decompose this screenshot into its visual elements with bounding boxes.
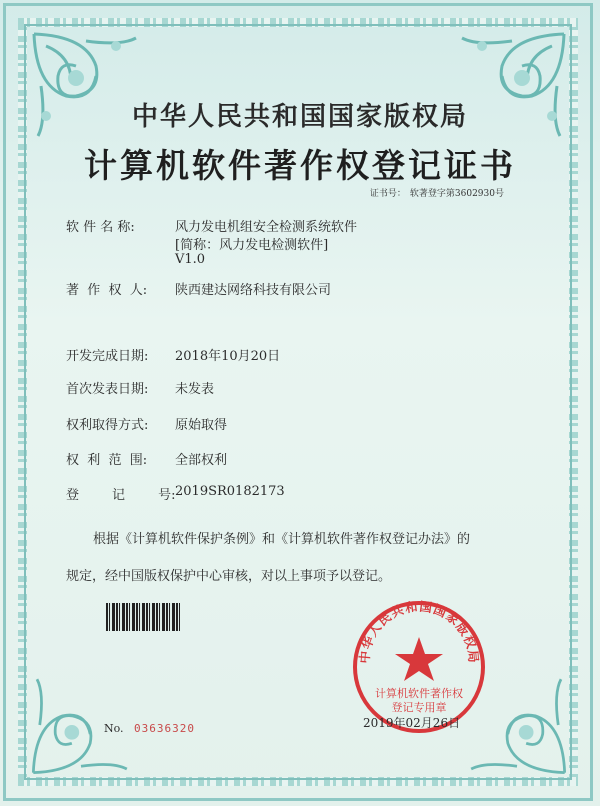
- field-label-rights-scope: 权 利 范 围:: [66, 453, 148, 468]
- field-label-copyright-owner: 著 作 权 人:: [66, 283, 148, 298]
- statement-line-1: 根据《计算机软件保护条例》和《计算机软件著作权登记办法》的: [93, 532, 471, 547]
- seal-line-2: 登记专用章: [391, 701, 447, 714]
- field-label-registration-number: 登 记 号:: [66, 488, 176, 503]
- issuing-authority: 中华人民共和国国家版权局: [131, 102, 468, 132]
- field-label-completion-date: 开发完成日期:: [66, 349, 149, 364]
- field-label-first-publication: 首次发表日期:: [66, 382, 149, 397]
- seal-line-1: 计算机软件著作权: [375, 687, 463, 700]
- statement-line-2: 规定，经中国版权保护中心审核，对以上事项予以登记。: [66, 569, 392, 584]
- seal-star-icon: [395, 637, 443, 681]
- seal-arc-text: 中华人民共和国国家版权局: [356, 598, 482, 665]
- field-value-short-name: [简称：风力发电检测软件]: [175, 238, 329, 253]
- field-value-registration-number: 2019SR0182173: [175, 484, 285, 499]
- field-value-version: V1.0: [175, 252, 206, 267]
- certificate-number: [366, 186, 504, 199]
- certificate-title: 计算机软件著作权登记证书: [84, 146, 516, 185]
- certificate-number-value: 软著登字第3602930号: [409, 189, 504, 199]
- barcode: [106, 603, 180, 631]
- field-value-acquisition-method: 原始取得: [175, 418, 228, 433]
- certificate-number-label: 证书号：: [369, 189, 406, 199]
- field-value-completion-date: 2018年10月20日: [175, 349, 281, 364]
- field-label-software-name: 软 件 名 称:: [66, 220, 135, 235]
- serial-number: 03636320: [134, 722, 195, 735]
- field-value-rights-scope: 全部权利: [175, 453, 228, 468]
- field-value-first-publication: 未发表: [175, 382, 215, 397]
- field-value-software-name: 风力发电机组安全检测系统软件: [175, 220, 358, 235]
- issue-date: 2019年02月26日: [363, 716, 461, 730]
- field-label-acquisition-method: 权利取得方式:: [66, 418, 149, 433]
- serial-label: No.: [104, 722, 124, 735]
- field-value-copyright-owner: 陕西建达网络科技有限公司: [175, 283, 332, 298]
